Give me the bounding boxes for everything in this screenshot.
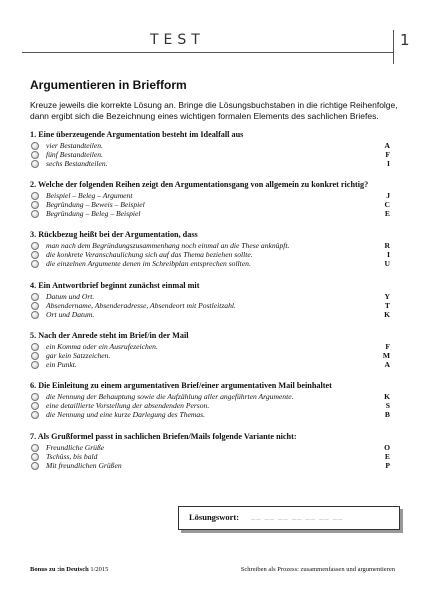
document-title: Argumentieren in Briefform bbox=[30, 78, 187, 92]
option-letter: K bbox=[384, 310, 390, 319]
answer-option[interactable] bbox=[30, 241, 396, 250]
radio-button-icon[interactable] bbox=[31, 462, 39, 470]
question-block bbox=[30, 230, 396, 268]
answer-option[interactable] bbox=[30, 191, 396, 200]
answer-option[interactable] bbox=[30, 141, 396, 150]
radio-button-icon[interactable] bbox=[31, 311, 39, 319]
answer-option[interactable] bbox=[30, 150, 396, 159]
radio-button-icon[interactable] bbox=[31, 411, 39, 419]
option-text: eine detaillierte Vorstellung der absendenden Person. bbox=[46, 401, 210, 410]
question-title: 7. Als Grußformel passt in sachlichen Briefen/Mails folgende Variante nicht: bbox=[30, 432, 297, 441]
radio-button-icon[interactable] bbox=[31, 242, 39, 250]
question-title: 3. Rückbezug heißt bei der Argumentation, dass bbox=[30, 230, 198, 239]
radio-button-icon[interactable] bbox=[31, 151, 39, 159]
question-block bbox=[30, 180, 396, 218]
option-letter: I bbox=[387, 159, 390, 168]
footer-topic: Schreiben als Prozess: zusammenfassen und argumentieren bbox=[240, 566, 395, 573]
answer-option[interactable] bbox=[30, 200, 396, 209]
answer-option[interactable] bbox=[30, 401, 396, 410]
option-text: vier Bestandteilen. bbox=[46, 141, 103, 150]
footer-source bbox=[30, 566, 108, 573]
answer-option[interactable] bbox=[30, 351, 396, 360]
question-block bbox=[30, 432, 396, 470]
option-text: Begründung – Beweis – Beispiel bbox=[46, 200, 145, 209]
option-letter: Y bbox=[384, 292, 390, 301]
option-text: Datum und Ort. bbox=[46, 292, 95, 301]
footer-source-title: Bonus zu :in Deutsch bbox=[30, 566, 89, 573]
answer-option[interactable] bbox=[30, 342, 396, 351]
footer-source-issue: 1/2015 bbox=[88, 566, 109, 573]
header-title: TEST bbox=[150, 32, 205, 48]
question-block bbox=[30, 381, 396, 419]
option-letter: O bbox=[384, 443, 390, 452]
option-text: ein Punkt. bbox=[46, 360, 77, 369]
question-title: 5. Nach der Anrede steht im Brief/in der Mail bbox=[30, 331, 189, 340]
option-letter: A bbox=[384, 360, 390, 369]
radio-button-icon[interactable] bbox=[31, 293, 39, 301]
option-letter: B bbox=[384, 410, 390, 419]
option-letter: C bbox=[384, 200, 390, 209]
option-text: sechs Bestandteilen. bbox=[46, 159, 108, 168]
answer-option[interactable] bbox=[30, 461, 396, 470]
option-text: Tschüss, bis bald bbox=[46, 452, 98, 461]
answer-option[interactable] bbox=[30, 301, 396, 310]
option-letter: J bbox=[386, 191, 390, 200]
option-letter: I bbox=[387, 250, 390, 259]
option-text: Begründung – Beleg – Beispiel bbox=[46, 209, 141, 218]
radio-button-icon[interactable] bbox=[31, 192, 39, 200]
answer-option[interactable] bbox=[30, 310, 396, 319]
option-letter: E bbox=[384, 452, 390, 461]
radio-button-icon[interactable] bbox=[31, 402, 39, 410]
answer-option[interactable] bbox=[30, 360, 396, 369]
question-block bbox=[30, 331, 396, 369]
option-text: gar kein Satzzeichen. bbox=[46, 351, 111, 360]
answer-option[interactable] bbox=[30, 443, 396, 452]
option-letter: F bbox=[385, 150, 390, 159]
radio-button-icon[interactable] bbox=[31, 302, 39, 310]
option-letter: S bbox=[385, 401, 390, 410]
radio-button-icon[interactable] bbox=[31, 453, 39, 461]
option-text: die Nennung der Behauptung sowie die Aufzählung aller angeführten Argumente. bbox=[46, 392, 294, 401]
option-text: Ort und Datum. bbox=[46, 310, 95, 319]
question-title: 6. Die Einleitung zu einem argumentativen Brief/einer argumentativen Mail beinhaltet bbox=[30, 381, 332, 390]
option-letter: A bbox=[384, 141, 390, 150]
radio-button-icon[interactable] bbox=[31, 251, 39, 259]
option-text: ein Komma oder ein Ausrufezeichen. bbox=[46, 342, 158, 351]
answer-option[interactable] bbox=[30, 410, 396, 419]
answer-option[interactable] bbox=[30, 209, 396, 218]
option-text: man nach dem Begründungszusammenhang noch einmal an die These anknüpft. bbox=[46, 241, 290, 250]
question-title: 2. Welche der folgenden Reihen zeigt den Argumentationsgang von allgemein zu konkret richtig? bbox=[30, 180, 369, 189]
header-divider bbox=[393, 30, 394, 64]
option-text: fünf Bestandteilen. bbox=[46, 150, 103, 159]
option-letter: F bbox=[385, 342, 390, 351]
question-title: 4. Ein Antwortbrief beginnt zunächst einmal mit bbox=[30, 281, 200, 290]
radio-button-icon[interactable] bbox=[31, 352, 39, 360]
radio-button-icon[interactable] bbox=[31, 142, 39, 150]
option-text: Absendername, Absenderadresse, Absendeort mit Postleitzahl. bbox=[46, 301, 236, 310]
question-title: 1. Eine überzeugende Argumentation besteht im Idealfall aus bbox=[30, 130, 244, 139]
instructions-line: Kreuze jeweils die korrekte Lösung an. Bringe die Lösungsbuchstaben in die richtige Reihenfolge, bbox=[30, 100, 398, 110]
question-block bbox=[30, 281, 396, 319]
answer-option[interactable] bbox=[30, 159, 396, 168]
answer-option[interactable] bbox=[30, 250, 396, 259]
answer-option[interactable] bbox=[30, 259, 396, 268]
answer-box bbox=[178, 506, 400, 530]
radio-button-icon[interactable] bbox=[31, 210, 39, 218]
instructions bbox=[30, 100, 400, 122]
radio-button-icon[interactable] bbox=[31, 393, 39, 401]
answer-option[interactable] bbox=[30, 392, 396, 401]
option-text: die Nennung und eine kurze Darlegung des Themas. bbox=[46, 410, 206, 419]
question-block bbox=[30, 130, 396, 168]
option-text: Freundliche Grüße bbox=[46, 443, 105, 452]
option-letter: U bbox=[384, 259, 390, 268]
page-number: 1 bbox=[400, 31, 410, 49]
option-text: Mit freundlichen Grüßen bbox=[46, 461, 122, 470]
answer-blanks[interactable]: __ __ __ __ __ __ __ bbox=[251, 511, 344, 521]
option-letter: R bbox=[384, 241, 390, 250]
option-letter: E bbox=[384, 209, 390, 218]
option-letter: T bbox=[384, 301, 390, 310]
radio-button-icon[interactable] bbox=[31, 444, 39, 452]
radio-button-icon[interactable] bbox=[31, 361, 39, 369]
option-letter: K bbox=[384, 392, 390, 401]
instructions-line: dann ergibt sich die Bezeichnung eines wichtigen formalen Elements des sachlichen Briefes. bbox=[30, 111, 379, 121]
answer-option[interactable] bbox=[30, 452, 396, 461]
answer-label: Lösungswort: bbox=[189, 512, 240, 522]
option-letter: P bbox=[385, 461, 390, 470]
radio-button-icon[interactable] bbox=[31, 260, 39, 268]
option-letter: M bbox=[382, 351, 390, 360]
radio-button-icon[interactable] bbox=[31, 201, 39, 209]
header-rule bbox=[22, 52, 394, 53]
radio-button-icon[interactable] bbox=[31, 343, 39, 351]
radio-button-icon[interactable] bbox=[31, 160, 39, 168]
answer-option[interactable] bbox=[30, 292, 396, 301]
option-text: Beispiel – Beleg – Argument bbox=[46, 191, 133, 200]
option-text: die einzelnen Argumente denen im Schreibplan entsprechen sollten. bbox=[46, 259, 251, 268]
option-text: die konkrete Veranschaulichung sich auf das Thema beziehen sollte. bbox=[46, 250, 253, 259]
